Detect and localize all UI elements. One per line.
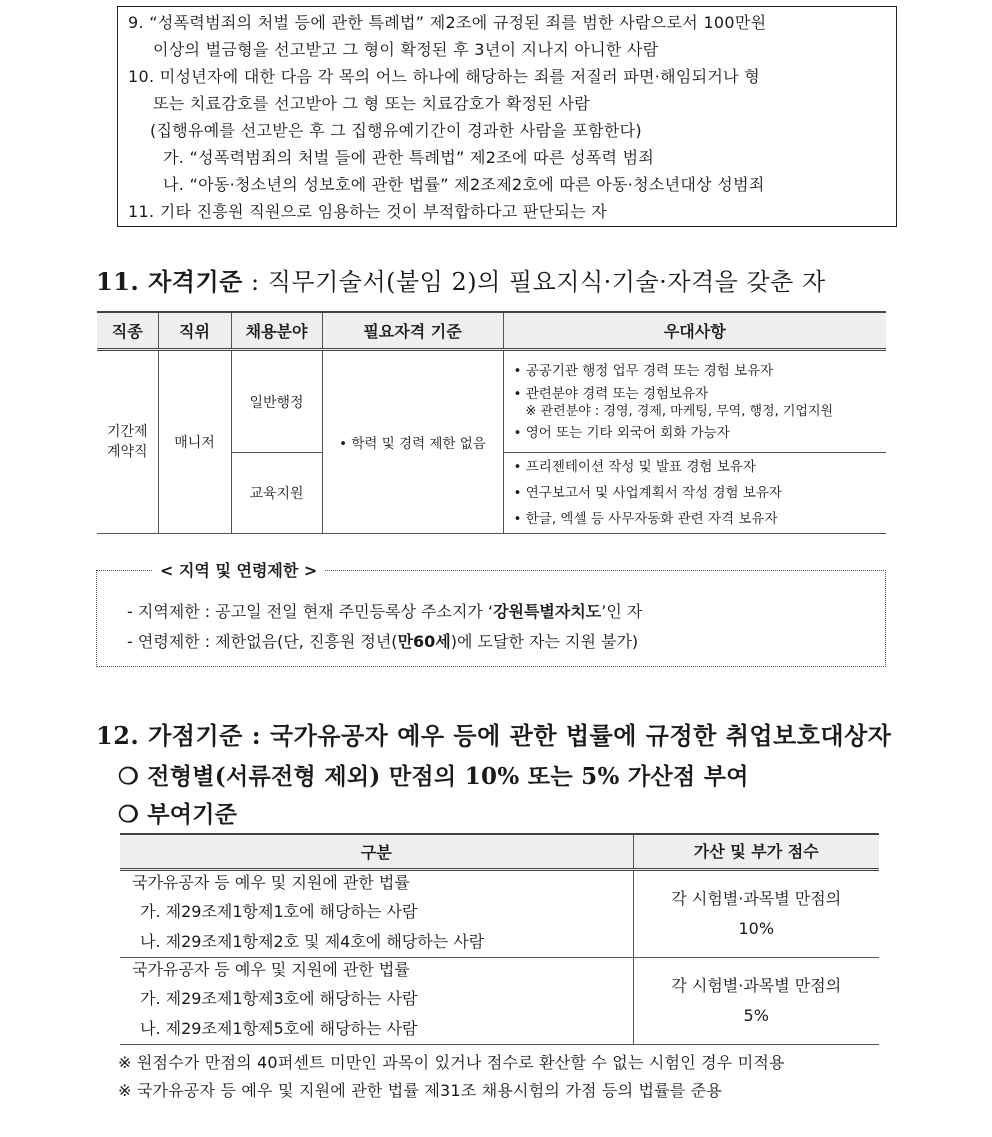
header-field: 채용분야 bbox=[231, 312, 322, 350]
bonus-row-2-line-1: 국가유공자 등 예우 및 지원에 관한 법률 bbox=[132, 960, 410, 979]
box-line-9: 9. “성폭력범죄의 처벌 등에 관한 특례법” 제2조에 규정된 죄를 범한 사람으로서 100만원 bbox=[128, 13, 767, 32]
bonus-row-2-score-line1: 각 시험별·과목별 만점의 bbox=[671, 976, 842, 995]
table-row bbox=[120, 870, 879, 958]
pref-general-1: • 공공기관 행정 업무 경력 또는 경험 보유자 bbox=[513, 362, 774, 379]
section-12-title: 12. 가점기준 bbox=[96, 721, 243, 750]
box-line-11: 11. 기타 진흥원 직원으로 임용하는 것이 부적합하다고 판단되는 자 bbox=[128, 202, 608, 221]
section-11-desc: : 직무기술서(붙임 2)의 필요지식·기술·자격을 갖춘 자 bbox=[242, 268, 826, 296]
header-position: 직위 bbox=[158, 312, 231, 350]
pref-education-1: • 프리젠테이션 작성 및 발표 경험 보유자 bbox=[513, 459, 756, 475]
bonus-row-1-line-3: 나. 제29조제1항제2호 및 제4호에 해당하는 사람 bbox=[140, 932, 485, 951]
table-row bbox=[97, 350, 886, 453]
pref-education-2: • 연구보고서 및 사업계획서 작성 경험 보유자 bbox=[513, 485, 782, 501]
region-limit-post: ’인 자 bbox=[601, 602, 643, 621]
position-cell: 매니저 bbox=[158, 350, 231, 534]
field-general: 일반행정 bbox=[231, 350, 322, 453]
qualification-table bbox=[97, 311, 886, 534]
bonus-table-header bbox=[120, 834, 879, 870]
header-job-type: 직종 bbox=[97, 312, 158, 350]
age-limit-post: )에 도달한 자는 지원 불가) bbox=[450, 632, 639, 651]
box-line-10-cont: 또는 치료감호를 선고받아 그 형 또는 치료감호가 확정된 사람 bbox=[153, 94, 590, 113]
bonus-row-2-category bbox=[120, 958, 633, 1045]
header-requirement: 필요자격 기준 bbox=[322, 312, 503, 350]
bonus-row-2-score bbox=[633, 958, 879, 1045]
header-score: 가산 및 부가 점수 bbox=[633, 834, 879, 870]
region-box-title: < 지역 및 연령제한 > bbox=[152, 558, 325, 581]
bonus-row-1-category bbox=[120, 870, 633, 958]
header-preference: 우대사항 bbox=[503, 312, 886, 350]
pref-general-3: • 영어 또는 기타 외국어 회화 가능자 bbox=[513, 424, 730, 441]
section-11-title: 11. 자격기준 bbox=[96, 267, 243, 296]
bonus-bullet-2: ❍ 부여기준 bbox=[118, 801, 238, 828]
box-line-10-note: (집행유예를 선고받은 후 그 집행유예기간이 경과한 사람을 포함한다) bbox=[150, 121, 642, 140]
box-line-10-ga: 가. “성폭력범죄의 처벌 들에 관한 특례법” 제2조에 따른 성폭력 범죄 bbox=[163, 148, 655, 167]
bonus-row-2-line-3: 나. 제29조제1항제5호에 해당하는 사람 bbox=[140, 1019, 418, 1038]
age-limit-line bbox=[127, 629, 638, 652]
note-2: ※ 국가유공자 등 예우 및 지원에 관한 법률 제31조 채용시험의 가점 등의 법률를 준용 bbox=[118, 1081, 723, 1100]
job-type-line1: 기간제 bbox=[106, 424, 148, 440]
region-limit-pre: - 지역제한 : 공고일 전일 현재 주민등록상 주소지가 ‘ bbox=[127, 602, 494, 621]
region-limit-bold: 강원특별자치도 bbox=[493, 602, 602, 621]
box-line-10-na: 나. “아동·청소년의 성보호에 관한 법률” 제2조제2호에 따른 아동·청소년대상 성범죄 bbox=[163, 175, 765, 194]
bonus-row-1-score-line1: 각 시험별·과목별 만점의 bbox=[671, 889, 842, 908]
age-limit-bold: 만60세 bbox=[397, 632, 451, 651]
requirement-cell: • 학력 및 경력 제한 없음 bbox=[322, 350, 503, 534]
bonus-row-1-score-value: 10% bbox=[738, 919, 775, 938]
pref-general-note: ※ 관련분야 : 경영, 경제, 마케팅, 무역, 행정, 기업지원 bbox=[525, 403, 834, 419]
section-12-desc: : 국가유공자 예우 등에 관한 법률에 규정한 취업보호대상자 bbox=[242, 721, 892, 750]
pref-general-2: • 관련분야 경력 또는 경험보유자 bbox=[513, 385, 709, 402]
region-age-box bbox=[96, 561, 886, 667]
pref-education-3: • 한글, 엑셀 등 사무자동화 관련 자격 보유자 bbox=[513, 511, 778, 527]
bonus-bullet-1: ❍ 전형별(서류전형 제외) 만점의 10% 또는 5% 가산점 부여 bbox=[118, 763, 749, 790]
age-limit-pre: - 연령제한 : 제한없음(단, 진흥원 정년( bbox=[127, 632, 398, 651]
field-education: 교육지원 bbox=[231, 453, 322, 534]
bonus-row-2-line-2: 가. 제29조제1항제3호에 해당하는 사람 bbox=[140, 989, 418, 1008]
disqualification-box bbox=[117, 6, 897, 227]
preference-general bbox=[503, 350, 886, 453]
table-row bbox=[120, 958, 879, 1045]
job-type-line2: 계약직 bbox=[106, 444, 148, 460]
bonus-row-1-line-1: 국가유공자 등 예우 및 지원에 관한 법률 bbox=[132, 873, 410, 892]
section-12-heading bbox=[96, 716, 891, 751]
preference-education bbox=[503, 453, 886, 534]
section-11-heading bbox=[96, 262, 826, 297]
box-line-10: 10. 미성년자에 대한 다음 각 목의 어느 하나에 해당하는 죄를 저질러 파면·해임되거나 형 bbox=[128, 67, 761, 86]
job-type-cell bbox=[97, 350, 158, 534]
box-line-9-cont: 이상의 벌금형을 선고받고 그 형이 확정된 후 3년이 지나지 아니한 사람 bbox=[153, 40, 659, 59]
header-category: 구분 bbox=[120, 834, 633, 870]
qualification-table-header bbox=[97, 312, 886, 350]
bonus-table bbox=[120, 833, 879, 1045]
bonus-row-1-line-2: 가. 제29조제1항제1호에 해당하는 사람 bbox=[140, 902, 418, 921]
bonus-row-1-score bbox=[633, 870, 879, 958]
region-limit-line bbox=[127, 599, 642, 622]
note-1: ※ 원점수가 만점의 40퍼센트 미만인 과목이 있거나 점수로 환산할 수 없는 시험인 경우 미적용 bbox=[118, 1053, 785, 1072]
bonus-row-2-score-value: 5% bbox=[743, 1006, 769, 1025]
